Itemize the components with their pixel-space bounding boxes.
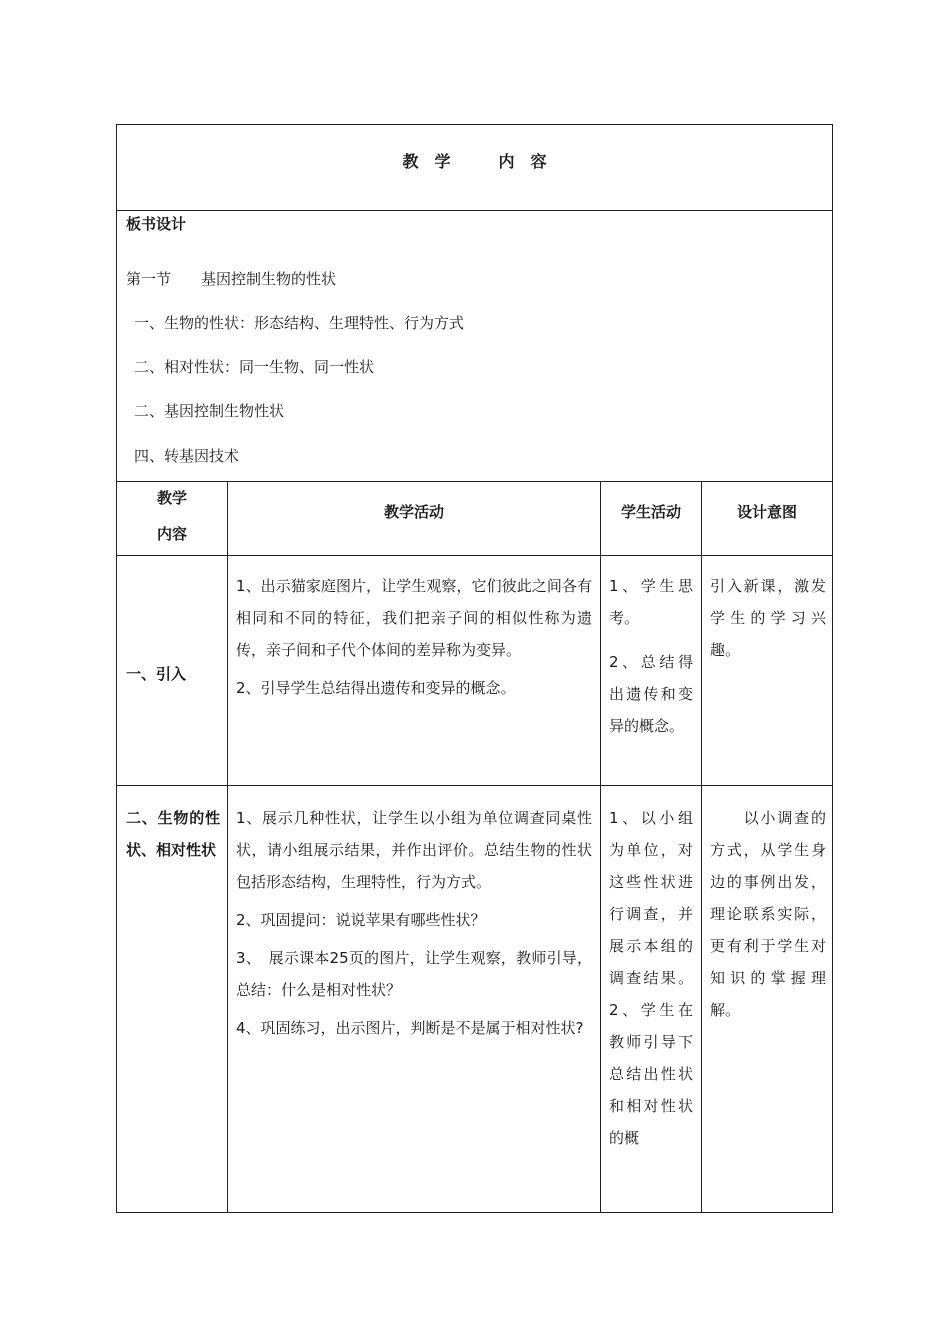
title-char: 学 [434,152,451,171]
rule-header-bottom [116,555,833,556]
activity-paragraph: 2、引导学生总结得出遗传和变异的概念。 [236,679,516,697]
activity-paragraph: 1、出示猫家庭图片，让学生观察，它们彼此之间各有相同和不同的特征，我们把亲子间的相似性称为遗传，亲子间和子代个体间的差异称为变异。 [236,577,592,659]
row2-content: 二、生物的性状、相对性状 [126,809,220,859]
intent-paragraph: 以小调查的方式，从学生身边的事例出发，理论联系实际，更有利于学生对知识的掌握理解。 [710,809,826,1019]
title-char: 容 [530,152,547,171]
row2-activity [236,802,592,1044]
row2-student [609,802,693,1210]
header-activity: 教学活动 [383,503,444,521]
board-line: 四、转基因技术 [134,447,240,465]
title-char: 内 [498,152,515,171]
student-paragraph: 2、总结得出遗传和变异的概念。 [609,653,693,735]
header-content-line: 教学 [156,489,187,507]
row1-content: 一、引入 [126,665,187,683]
title-char: 教 [402,152,419,171]
activity-paragraph: 4、巩固练习，出示图片，判断是不是属于相对性状? [236,1019,584,1037]
board-line: 第一节 基因控制生物的性状 [126,270,337,288]
activity-paragraph: 3、 展示课本25页的图片，让学生观察，教师引导，总结：什么是相对性状？ [236,949,592,999]
page-title [117,148,832,176]
board-line: 一、生物的性状：形态结构、生理特性、行为方式 [134,314,465,332]
board-line: 二、基因控制生物性状 [134,402,285,420]
board-heading: 板书设计 [126,215,187,233]
header-content [117,480,227,552]
student-paragraph: 1、以小组为单位，对这些性状进行调查，并展示本组的调查结果。2、学生在教师引导下总结出性状和相对性状的概 [609,809,693,1147]
activity-paragraph: 1、展示几种性状，让学生以小组为单位调查同桌性状，请小组展示结果，并作出评价。总结生物的性状包括形态结构，生理特性，行为方式。 [236,809,592,891]
rule-col1 [227,481,228,1213]
rule-col2 [600,481,601,1213]
rule-title-bottom [116,210,833,211]
student-paragraph: 1、学生思考。 [609,577,693,627]
row1-activity [236,570,592,704]
row1-student [609,570,693,742]
header-content-line: 内容 [156,525,187,543]
header-student: 学生活动 [620,503,681,521]
header-intent: 设计意图 [736,503,797,521]
row2-intent [710,802,826,1026]
row1-intent [710,570,826,666]
board-line: 二、相对性状：同一生物、同一性状 [134,358,375,376]
rule-row1-bottom [116,785,833,786]
rule-col3 [701,481,702,1213]
intent-paragraph: 引入新课，激发学生的学习兴趣。 [710,577,826,659]
activity-paragraph: 2、巩固提问：说说苹果有哪些性状？ [236,911,486,929]
